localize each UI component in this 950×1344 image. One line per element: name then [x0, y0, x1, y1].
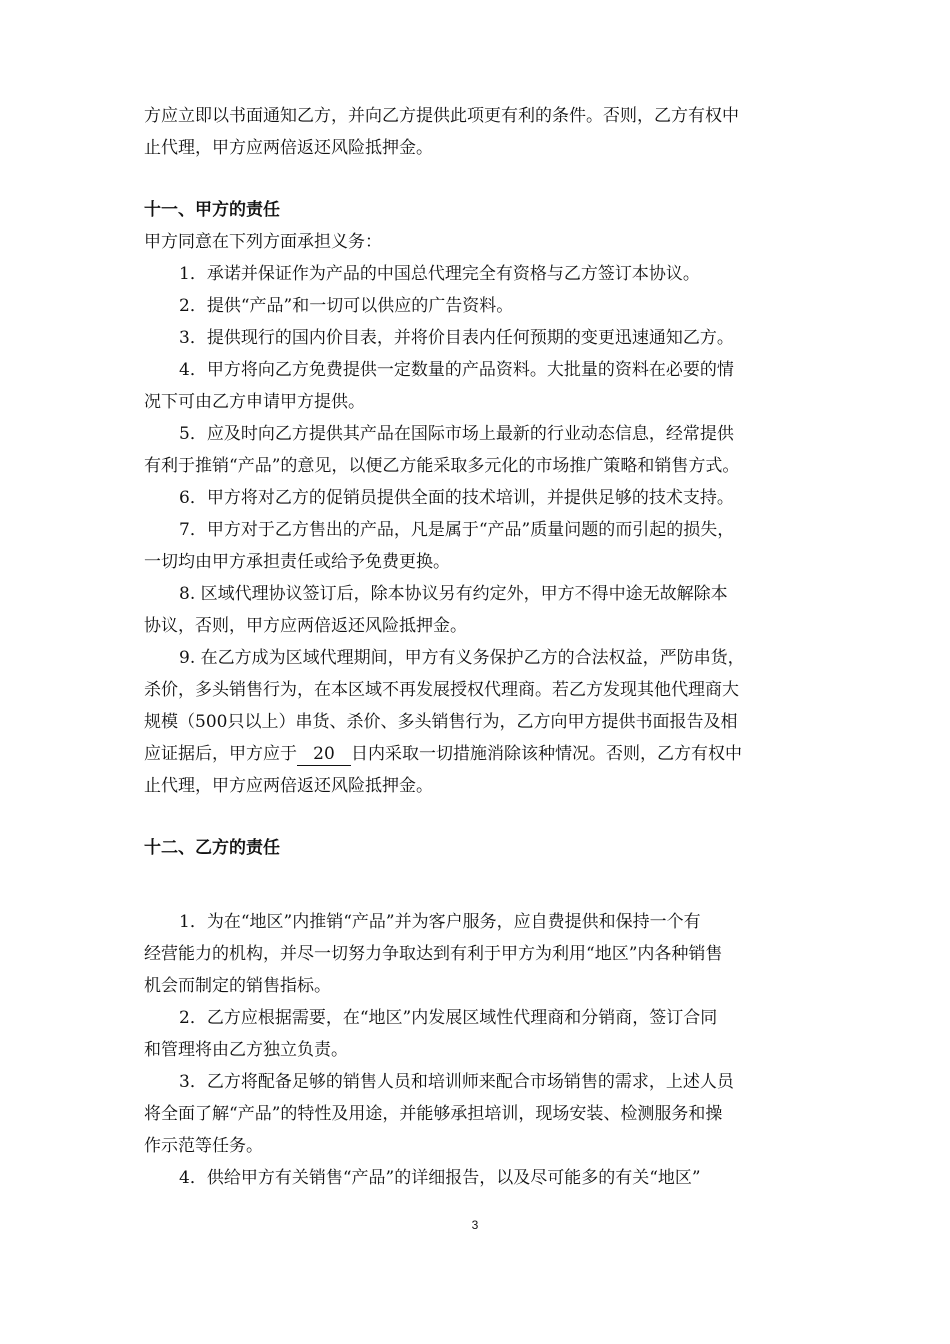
- list-item: 9. 在乙方成为区域代理期间，甲方有义务保护乙方的合法权益，严防串货， 杀价，多头销售行为，在本区域不再发展授权代理商。若乙方发现其他代理商大 规模（500只以上）串货、杀价、多头销售行为，乙方向甲方提供书面报告及相 应证据后，甲方应于 20 日内采取一切措施消除该种情况。否则，乙方有权中 止代理，甲方应两倍返还风险抵押金。: [144, 642, 816, 802]
- text-line: 方应立即以书面通知乙方，并向乙方提供此项更有利的条件。否则，乙方有权中: [144, 106, 739, 126]
- list-item: 8. 区域代理协议签订后，除本协议另有约定外，甲方不得中途无故解除本 协议，否则，甲方应两倍返还风险抵押金。: [144, 584, 728, 636]
- list-item: 3．提供现行的国内价目表，并将价目表内任何预期的变更迅速通知乙方。: [179, 328, 734, 348]
- document-page: [144, 100, 816, 1194]
- list-item: 4．供给甲方有关销售“产品”的详细报告，以及尽可能多的有关“地区”: [179, 1168, 701, 1188]
- section-11: [144, 194, 816, 802]
- list-item: 2．乙方应根据需要，在“地区”内发展区域性代理商和分销商，签订合同 和管理将由乙方独立负责。: [144, 1008, 718, 1060]
- days-fill-blank: 20: [297, 743, 351, 766]
- list-item: 1．承诺并保证作为产品的中国总代理完全有资格与乙方签订本协议。: [179, 264, 700, 284]
- page-number: 3: [471, 1218, 479, 1232]
- text-line: 止代理，甲方应两倍返还风险抵押金。: [144, 138, 433, 158]
- list-item: 7．甲方对于乙方售出的产品，凡是属于“产品”质量问题的而引起的损失， 一切均由甲方承担责任或给予免费更换。: [144, 520, 735, 572]
- section-12: [144, 832, 816, 1194]
- section-title: 十二、乙方的责任: [144, 838, 280, 858]
- list-item: 3．乙方将配备足够的销售人员和培训师来配合市场销售的需求，上述人员 将全面了解“产品”的特性及用途，并能够承担培训，现场安装、检测服务和操 作示范等任务。: [144, 1072, 734, 1156]
- section-title: 十一、甲方的责任: [144, 200, 280, 220]
- list-item: 5．应及时向乙方提供其产品在国际市场上最新的行业动态信息，经常提供 有利于推销“产品”的意见，以便乙方能采取多元化的市场推广策略和销售方式。: [144, 424, 740, 476]
- list-item: 2．提供“产品”和一切可以供应的广告资料。: [179, 296, 514, 316]
- continuation-paragraph: [144, 100, 816, 164]
- section-intro: 甲方同意在下列方面承担义务：: [144, 232, 382, 252]
- list-item: 6．甲方将对乙方的促销员提供全面的技术培训，并提供足够的技术支持。: [179, 488, 734, 508]
- text-line-with-blank: 应证据后，甲方应于 20 日内采取一切措施消除该种情况。否则，乙方有权中: [144, 744, 742, 764]
- list-item: 4．甲方将向乙方免费提供一定数量的产品资料。大批量的资料在必要的情 况下可由乙方申请甲方提供。: [144, 360, 734, 412]
- list-item: 1．为在“地区”内推销“产品”并为客户服务，应自费提供和保持一个有 经营能力的机构，并尽一切努力争取达到有利于甲方为利用“地区”内各种销售 机会而制定的销售指标。: [144, 912, 723, 996]
